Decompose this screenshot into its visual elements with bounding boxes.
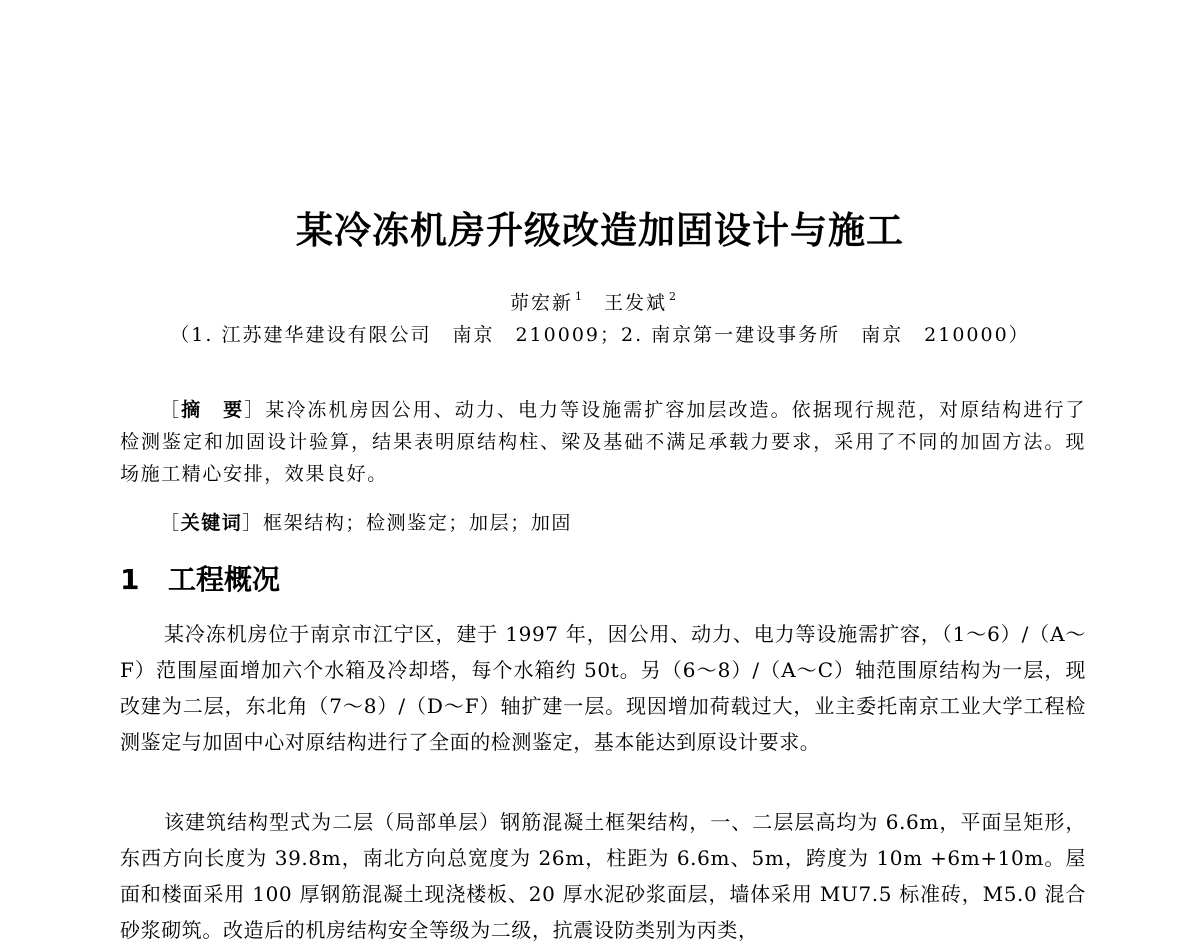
section-heading (120, 558, 280, 602)
section-number: 1 (120, 563, 140, 596)
author-affiliation-mark: 1 (574, 290, 584, 303)
abstract-label: 摘 要 (181, 399, 245, 421)
author-line (0, 283, 1200, 317)
body-paragraph: 某冷冻机房位于南京市江宁区，建于 1997 年，因公用、动力、电力等设施需扩容，（1～6）/（A～F）范围屋面增加六个水箱及冷却塔，每个水箱约 50t。另（6～8）/（A～C）轴范围原结构为一层，现改建为二层，东北角（7～8）/（D～F）轴扩建一层。现因增加荷载过大，业主委托南京工业大学工程检测鉴定与加固中心对原结构进行了全面的检测鉴定，基本能达到原设计要求。 (120, 622, 1086, 754)
abstract: ［摘 要］某冷冻机房因公用、动力、电力等设施需扩容加层改造。依据现行规范，对原结构进行了检测鉴定和加固设计验算，结果表明原结构柱、梁及基础不满足承载力要求，采用了不同的加固方法。现场施工精心安排，效果良好。 (120, 399, 1086, 485)
author-name: 茆宏新 (509, 292, 573, 314)
section-title: 工程概况 (168, 563, 281, 596)
abstract-text: 某冷冻机房因公用、动力、电力等设施需扩容加层改造。依据现行规范，对原结构进行了检测鉴定和加固设计验算，结果表明原结构柱、梁及基础不满足承载力要求，采用了不同的加固方法。现场施工精心安排，效果良好。 (120, 399, 1086, 485)
author-affiliation-mark: 2 (669, 290, 679, 303)
keywords: ［关键词］框架结构；检测鉴定；加层；加固 (160, 512, 573, 534)
affiliation-line: （1. 江苏建华建设有限公司 南京 210009；2. 南京第一建设事务所 南京 210000） (170, 324, 1030, 346)
body-paragraph: 该建筑结构型式为二层（局部单层）钢筋混凝土框架结构，一、二层层高均为 6.6m，平面呈矩形，东西方向长度为 39.8m，南北方向总宽度为 26m，柱距为 6.6m、5m，跨度为 10m +6m+10m。屋面和楼面采用 100 厚钢筋混凝土现浇楼板、20 厚水泥砂浆面层，墙体采用 MU7.5 标准砖，M5.0 混合砂浆砌筑。改造后的机房结构安全等级为二级，抗震设防类别为丙类， (120, 810, 1086, 942)
paper-title: 某冷冻机房升级改造加固设计与施工 (296, 209, 904, 252)
author-name: 王发斌 (604, 292, 668, 314)
keywords-text: 框架结构；检测鉴定；加层；加固 (263, 512, 573, 534)
keywords-label: 关键词 (180, 512, 243, 534)
